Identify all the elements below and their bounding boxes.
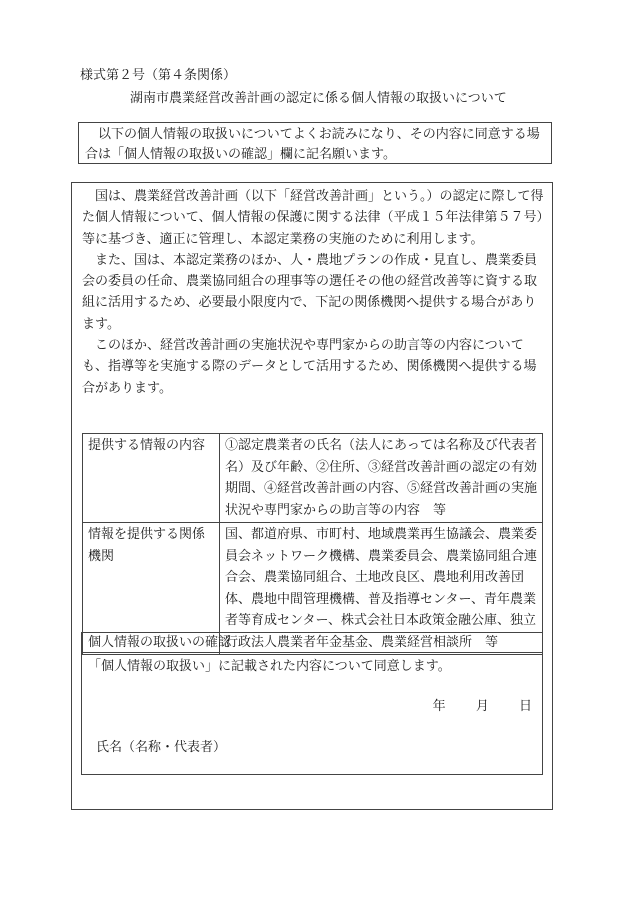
table-row [83,434,543,523]
confirmation-header: 個人情報の取扱いの確認 [82,633,542,653]
info-table [82,433,543,655]
main-box [71,182,553,810]
confirmation-statement: 「個人情報の取扱い」に記載された内容について同意します。 [88,659,451,674]
date-day-label: 日 [518,699,532,714]
date-year-label: 年 [432,699,446,714]
notice-paragraph-2: また、国は、本認定業務のほか、人・農地プランの作成・見直し、農業委員会の委員の任命、農業協同組合の理事等の選任その他の経営改善等に資する取組に活用するため、必要最小限度内で、下記の関係機関へ提供する場合があります。 [82,252,538,332]
name-field[interactable]: 氏名（名称・代表者） [96,740,227,755]
date-month-label: 月 [475,699,489,714]
confirmation-box [81,632,543,775]
info-label-agencies: 情報を提供する関係機関 [83,523,220,655]
page-title: 湖南市農業経営改善計画の認定に係る個人情報の取扱いについて [130,91,507,106]
intro-box [78,122,552,164]
date-line[interactable] [407,695,532,714]
form-number: 様式第２号（第４条関係） [80,68,237,83]
info-value-content: ①認定農業者の氏名（法人にあっては名称及び代表者名）及び年齢、②住所、③経営改善計画の認定の有効期間、④経営改善計画の内容、⑤経営改善計画の実施状況や専門家からの助言等の内容 等 [220,434,543,523]
notice-paragraph-3: このほか、経営改善計画の実施状況や専門家からの助言等の内容についても、指導等を実施する際のデータとして活用するため、関係機関へ提供する場合があります。 [82,338,537,396]
info-value-agencies: 国、都道府県、市町村、地域農業再生協議会、農業委員会ネットワーク機構、農業委員会、農業協同組合連合会、農業協同組合、土地改良区、農地利用改善団体、農地中間管理機構、普及指導センター、青年農業者等育成センター、株式会社日本政策金融公庫、独立行政法人農業者年金基金、農業経営相談所 等 [220,523,543,655]
intro-text: 以下の個人情報の取扱いについてよくお読みになり、その内容に同意する場合は「個人情報の取扱いの確認」欄に記名願います。 [85,127,540,162]
info-label-content: 提供する情報の内容 [83,434,220,523]
notice-paragraph-1: 国は、農業経営改善計画（以下「経営改善計画」という。）の認定に際して得た個人情報について、個人情報の保護に関する法律（平成１５年法律第５７号）等に基づき、適正に管理し、本認定業務の実施のために利用します。 [82,189,544,247]
notice-section [82,186,544,399]
